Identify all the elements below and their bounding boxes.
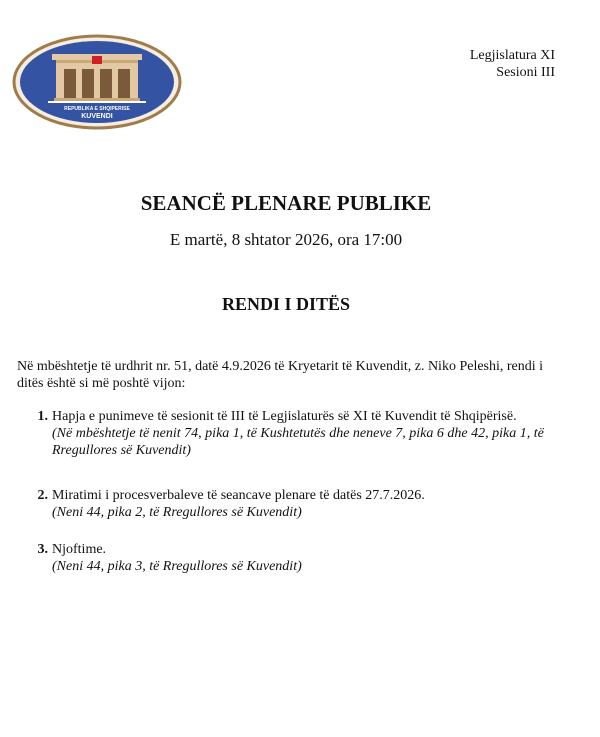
agenda-item-number: 2. [37, 488, 48, 503]
session-label: Sesioni III [496, 65, 555, 80]
session-date: E martë, 8 shtator 2026, ora 17:00 [169, 230, 403, 249]
agenda-item-text: Njoftime. [52, 542, 107, 557]
agenda-heading: RENDI I DITËS [221, 294, 351, 314]
agenda-item-reference: (Neni 44, pika 2, të Rregullores së Kuvendit) [52, 505, 302, 520]
agenda-item-2 [30, 487, 565, 521]
seal-text-line2: KUVENDI [81, 113, 113, 120]
agenda-item-3 [30, 541, 565, 575]
agenda-item-text: Hapja e punimeve të sesionit të III të Legjislaturës së XI të Kuvendit të Shqipërisë. [52, 409, 517, 424]
agenda-item-number: 3. [37, 542, 48, 557]
agenda-item-reference: (Në mbështetje të nenit 74, pika 1, të Kushtetutës dhe neneve 7, pika 6 dhe 42, pika 1, të Rregullores së Kuvendit) [52, 426, 544, 458]
legislature-info [470, 47, 555, 81]
page-title: SEANCË PLENARE PUBLIKE [140, 191, 432, 215]
seal-text-line1: REPUBLIKA E SHQIPERISE [64, 106, 130, 112]
agenda-item-1 [30, 408, 565, 459]
agenda-item-reference: (Neni 44, pika 3, të Rregullores së Kuvendit) [52, 559, 302, 574]
intro-paragraph: Në mbështetje të urdhrit nr. 51, datë 4.9.2026 të Kryetarit të Kuvendit, z. Niko Peleshi, rendi i ditës është si më poshtë vijon: [17, 359, 544, 391]
kuvendi-seal-logo [12, 34, 182, 130]
agenda-item-number: 1. [37, 409, 48, 424]
legislature-label: Legjislatura XI [469, 48, 555, 63]
agenda-item-text: Miratimi i procesverbaleve të seancave plenare të datës 27.7.2026. [52, 488, 425, 503]
